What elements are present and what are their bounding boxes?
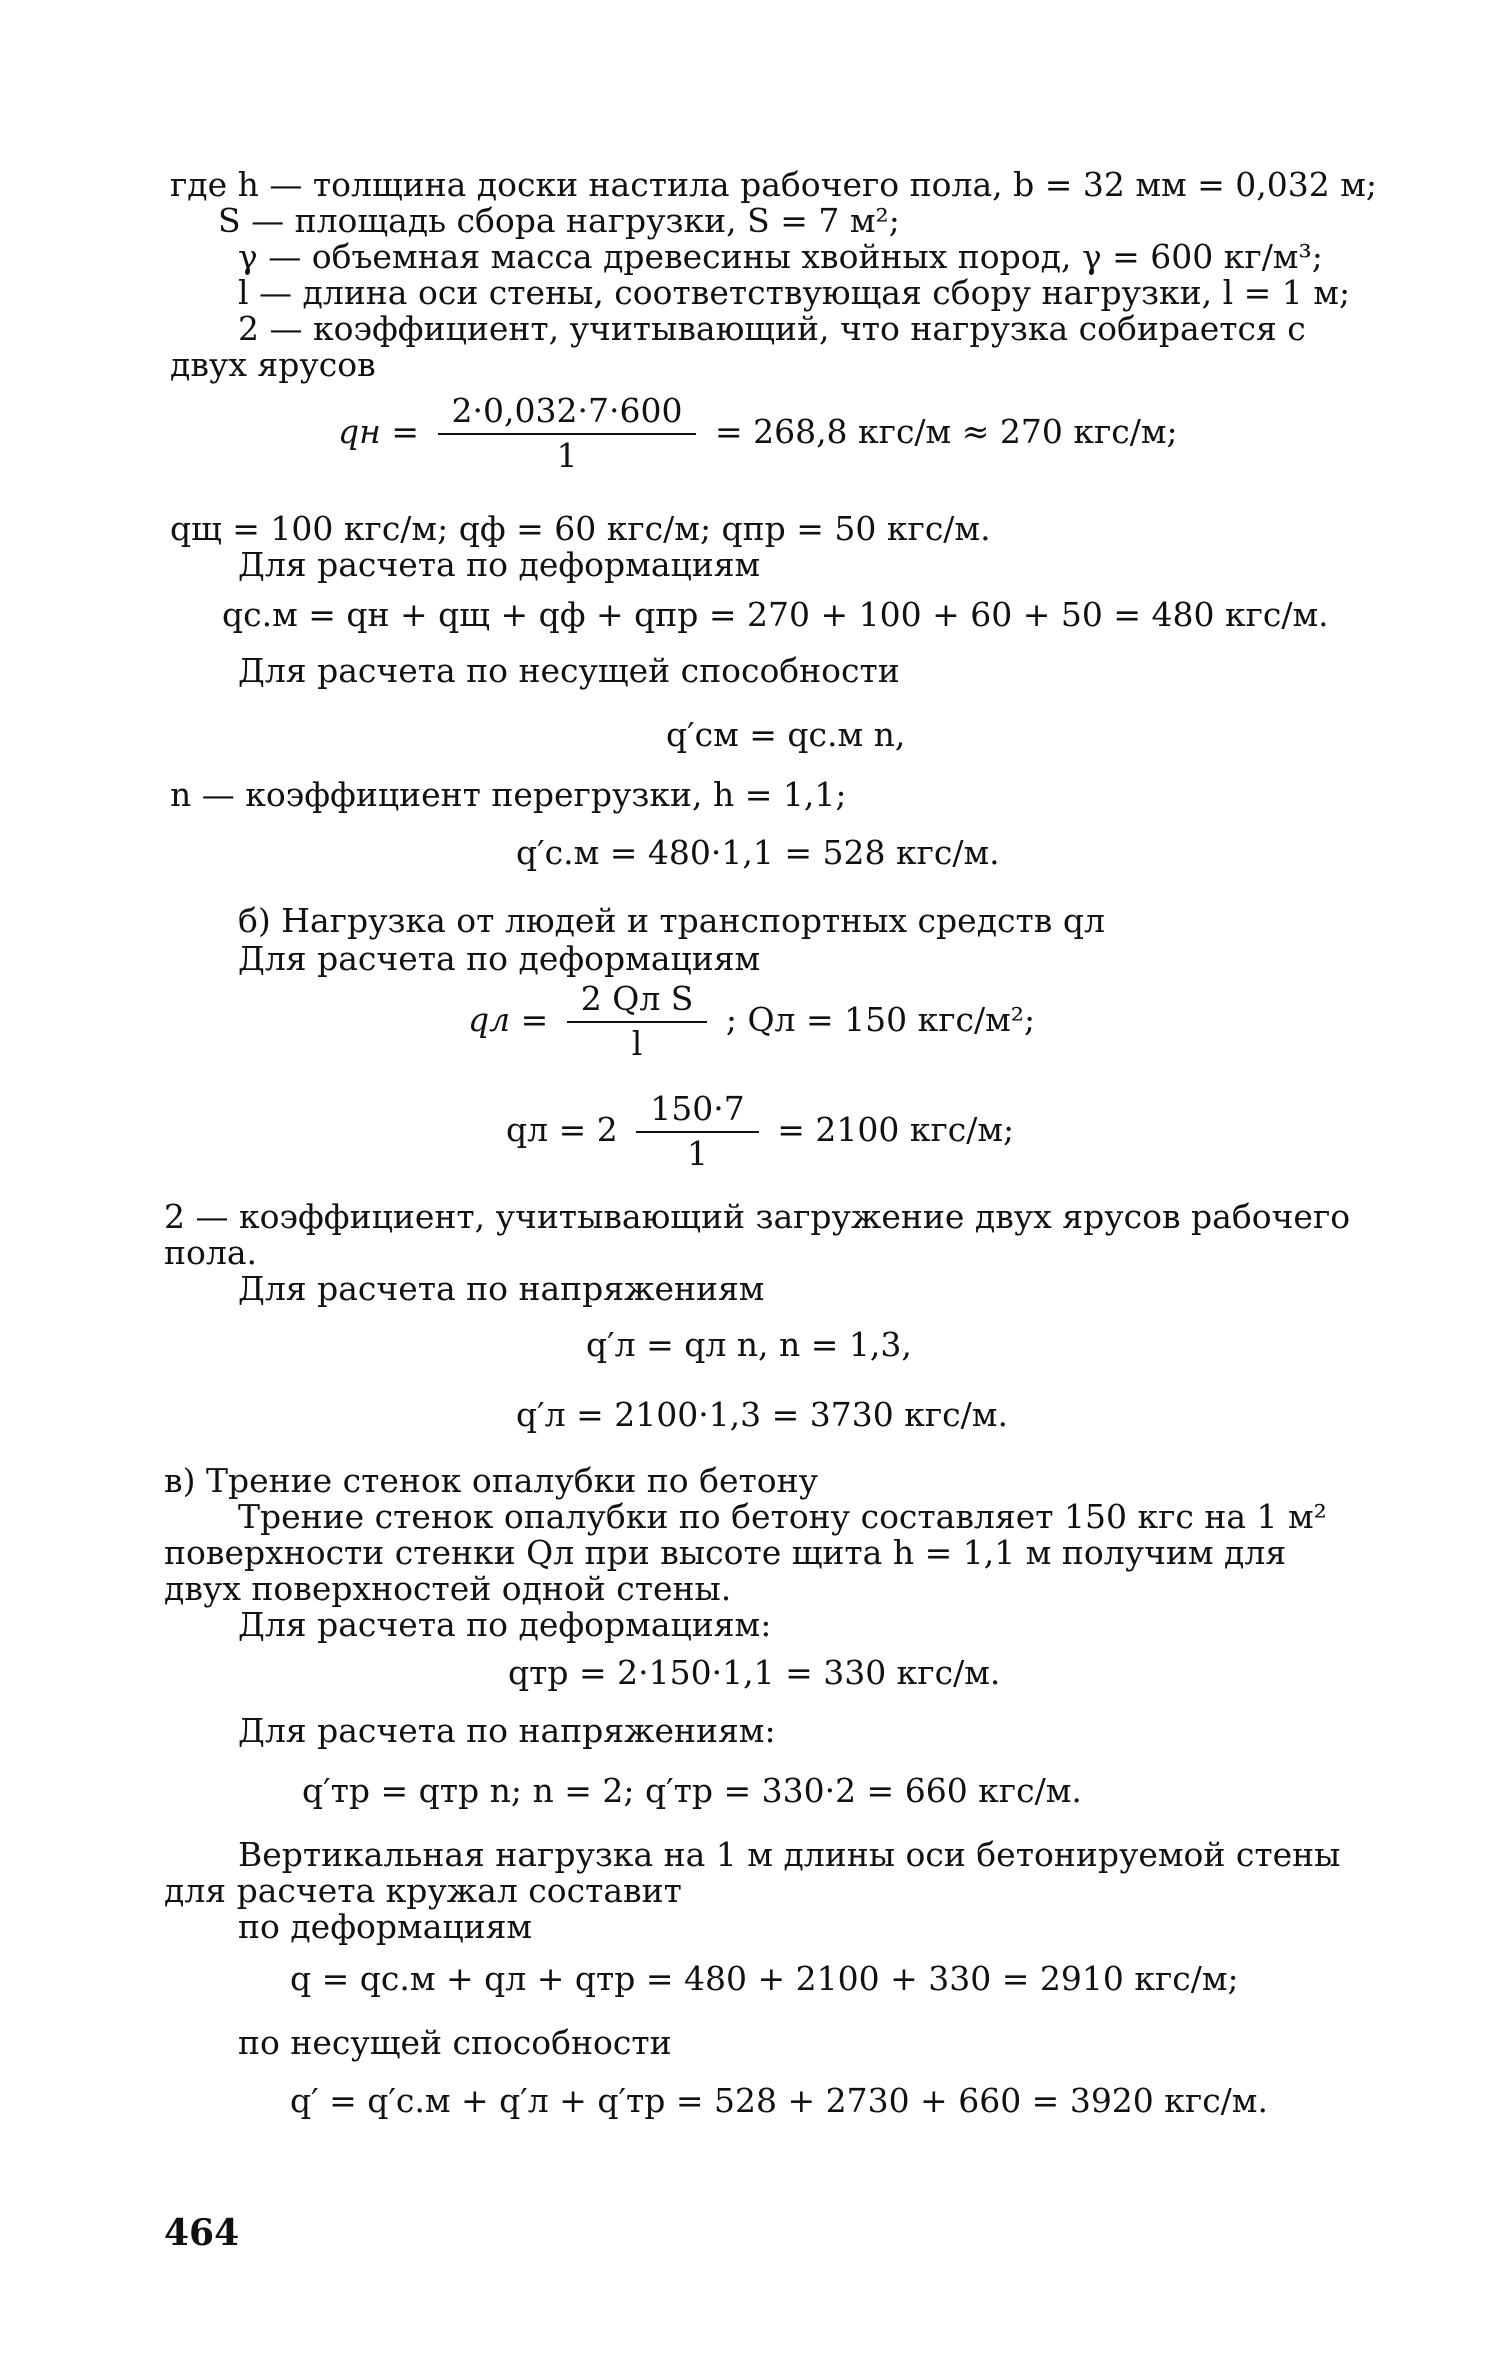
text-line: Для расчета по напряжениям: [238, 1711, 776, 1750]
formula-line: q′тр = qтр n; n = 2; q′тр = 330·2 = 660 кгс/м. [302, 1771, 1082, 1810]
formula-lhs: qл = 2 [506, 1109, 618, 1149]
fraction-denominator: l [567, 1021, 708, 1064]
text-line: Трение стенок опалубки по бетону составляет 150 кгс на 1 м² [238, 1497, 1327, 1536]
formula-ql [468, 980, 1035, 1064]
text-line: Для расчета по деформациям: [238, 1605, 772, 1644]
formula-rhs: = 2100 кгс/м; [777, 1109, 1015, 1149]
formula-line: q′л = 2100·1,3 = 3730 кгс/м. [516, 1395, 1008, 1434]
text-line: двух ярусов [170, 345, 376, 384]
text-line: n — коэффициент перегрузки, h = 1,1; [170, 775, 847, 814]
text-line: Для расчета по деформациям [238, 545, 761, 584]
fraction-numerator: 2·0,032·7·600 [451, 391, 683, 430]
text-line: поверхности стенки Qл при высоте щита h = 1,1 м получим для [164, 1533, 1287, 1572]
text-line: γ — объемная масса древесины хвойных пород, γ = 600 кг/м³; [238, 237, 1323, 276]
text-line: Для расчета по напряжениям [238, 1269, 765, 1308]
fraction [438, 392, 697, 476]
text-line: в) Трение стенок опалубки по бетону [164, 1461, 819, 1500]
formula-line: q′л = qл n, n = 1,3, [586, 1325, 912, 1364]
formula-ql-value [506, 1090, 1014, 1174]
formula-line: q = qс.м + qл + qтр = 480 + 2100 + 330 = 2910 кгс/м; [290, 1959, 1239, 1998]
text-line: б) Нагрузка от людей и транспортных средств qл [238, 901, 1105, 940]
formula-rhs: ; Qл = 150 кгс/м²; [725, 999, 1036, 1039]
text-line: двух поверхностей одной стены. [164, 1569, 732, 1608]
text-line: пола. [164, 1233, 257, 1272]
formula-qn [338, 392, 1178, 476]
formula-lhs: qл = [468, 999, 549, 1039]
formula-line: qс.м = qн + qщ + qф + qпр = 270 + 100 + 60 + 50 = 480 кгс/м. [222, 595, 1329, 634]
text-line: Для расчета по деформациям [238, 939, 761, 978]
formula-lhs: qн = [338, 411, 420, 451]
text-line: S — площадь сбора нагрузки, S = 7 м²; [218, 201, 900, 240]
formula-line: q′ = q′с.м + q′л + q′тр = 528 + 2730 + 660 = 3920 кгс/м. [290, 2081, 1268, 2120]
formula-line: qтр = 2·150·1,1 = 330 кгс/м. [508, 1653, 1001, 1692]
fraction [636, 1090, 758, 1174]
fraction-numerator: 150·7 [650, 1089, 745, 1128]
formula-line: qщ = 100 кгс/м; qф = 60 кгс/м; qпр = 50 кгс/м. [170, 509, 991, 548]
formula-rhs: = 268,8 кгс/м ≈ 270 кгс/м; [714, 411, 1178, 451]
text-line: по несущей способности [238, 2023, 672, 2062]
text-line: 2 — коэффициент, учитывающий загружение двух ярусов рабочего [164, 1197, 1351, 1236]
text-line: для расчета кружал составит [164, 1871, 682, 1910]
text-line: по деформациям [238, 1907, 533, 1946]
formula-line: q′с.м = 480·1,1 = 528 кгс/м. [516, 833, 1000, 872]
fraction-numerator: 2 Qл S [580, 979, 694, 1018]
formula-line: q′см = qс.м n, [666, 715, 906, 754]
text-line: 2 — коэффициент, учитывающий, что нагрузка собирается с [238, 309, 1306, 348]
page-number: 464 [164, 2212, 240, 2254]
text-line: Для расчета по несущей способности [238, 651, 900, 690]
fraction-denominator: 1 [636, 1131, 758, 1174]
fraction-denominator: 1 [438, 433, 697, 476]
text-line: где h — толщина доски настила рабочего пола, b = 32 мм = 0,032 м; [170, 165, 1378, 204]
text-line: l — длина оси стены, соответствующая сбору нагрузки, l = 1 м; [238, 273, 1351, 312]
text-line: Вертикальная нагрузка на 1 м длины оси бетонируемой стены [238, 1835, 1341, 1874]
fraction [567, 980, 708, 1064]
